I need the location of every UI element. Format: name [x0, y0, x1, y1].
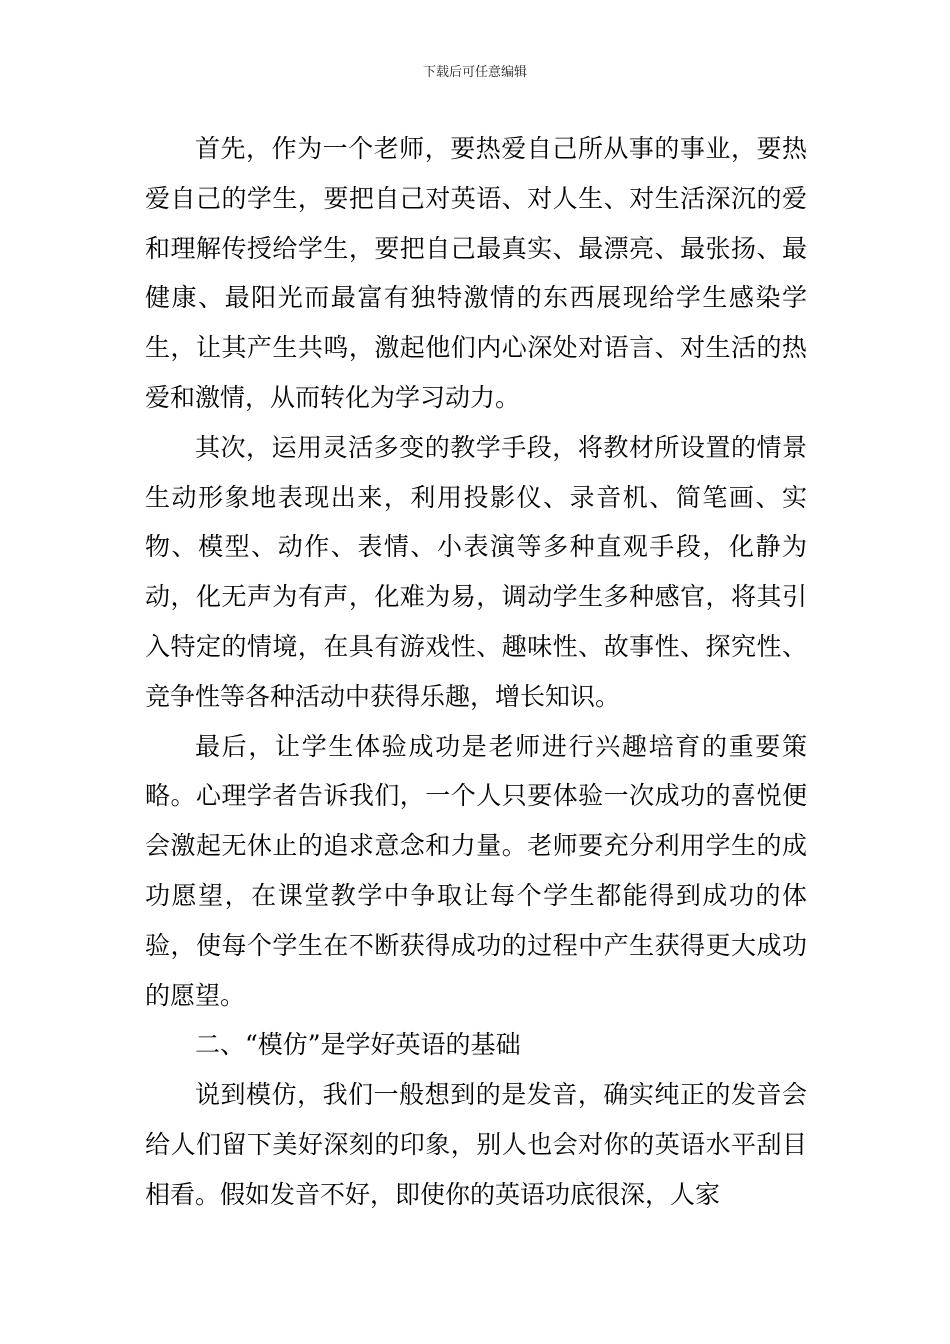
page-header: 下载后可任意编辑	[422, 65, 527, 80]
paragraph-first: 首先，作为一个老师，要热爱自己所从事的事业，要热爱自己的学生，要把自己对英语、对人生、对生活深沉的爱和理解传授给学生，要把自己最真实、最漂亮、最张扬、最健康、最阳光而最富有独特激情的东西展现给学生感染学生，让其产生共鸣，激起他们内心深处对语言、对生活的热爱和激情，从而转化为学习动力。	[145, 134, 807, 412]
paragraph-imitation: 说到模仿，我们一般想到的是发音，确实纯正的发音会给人们留下美好深刻的印象，别人也会对你的英语水平刮目相看。假如发音不好，即使你的英语功底很深，人家	[145, 1080, 807, 1209]
paragraph-second: 其次，运用灵活多变的教学手段，将教材所设置的情景生动形象地表现出来，利用投影仪、录音机、简笔画、实物、模型、动作、表情、小表演等多种直观手段，化静为动，化无声为有声，化难为易，调动学生多种感官，将其引入特定的情境，在具有游戏性、趣味性、故事性、探究性、竞争性等各种活动中获得乐趣，增长知识。	[145, 432, 807, 711]
section-heading: 二、“模仿”是学好英语的基础	[195, 1030, 521, 1060]
document-body	[145, 124, 807, 1220]
paragraph-third: 最后，让学生体验成功是老师进行兴趣培育的重要策略。心理学者告诉我们，一个人只要体验一次成功的喜悦便会激起无休止的追求意念和力量。老师要充分利用学生的成功愿望，在课堂教学中争取让每个学生都能得到成功的体验，使每个学生在不断获得成功的过程中产生获得更大成功的愿望。	[145, 731, 807, 1010]
